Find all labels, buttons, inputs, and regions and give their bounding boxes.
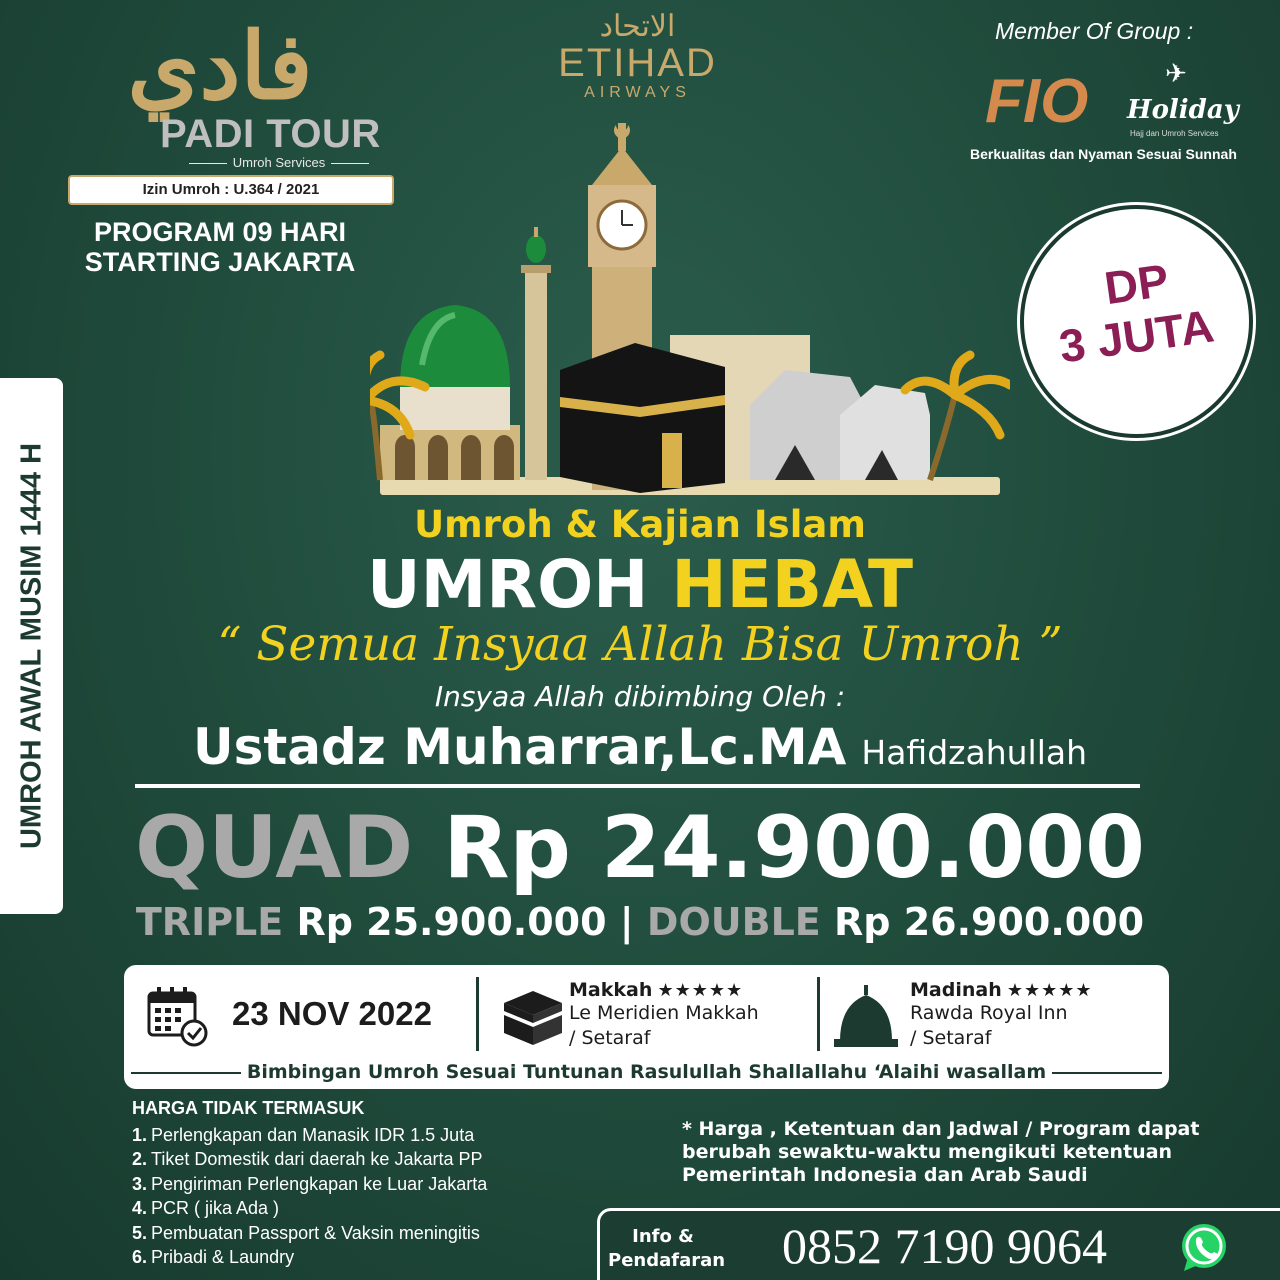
triple-value: Rp 25.900.000	[296, 900, 607, 944]
excluded-item-number: 2.	[132, 1149, 148, 1170]
dp-badge-amount: 3 JUTA	[1056, 299, 1217, 373]
excluded-item-number: 5.	[132, 1222, 148, 1243]
excluded-item-text: Pembuatan Passport & Vaksin meningitis	[151, 1222, 480, 1243]
departure-date: 23 NOV 2022	[232, 995, 432, 1032]
quad-label: QUAD	[135, 798, 414, 898]
guidance-note: Bimbingan Umroh Sesuai Tuntunan Rasulullah Shallallahu ‘Alaihi wasallam	[124, 1061, 1169, 1083]
double-label: DOUBLE	[646, 900, 821, 944]
other-prices	[0, 900, 1280, 944]
madinah-hotel-note: / Setaraf	[910, 1027, 992, 1049]
double-value: Rp 26.900.000	[834, 900, 1145, 944]
excluded-item	[132, 1245, 487, 1269]
guide-title: Hafidzahullah	[861, 733, 1087, 772]
license-badge: Izin Umroh : U.364 / 2021	[68, 175, 394, 205]
madinah-stars: ★★★★★	[1006, 980, 1093, 1001]
divider	[135, 784, 1140, 788]
side-tab-label: UMROH AWAL MUSIM 1444 H	[15, 442, 47, 850]
group-logo-name: Holiday	[1127, 95, 1239, 125]
airline-name: ETIHAD	[558, 41, 717, 85]
holy-sites-illustration	[370, 115, 1010, 500]
program-duration: PROGRAM 09 HARI	[93, 217, 347, 247]
makkah-stars: ★★★★★	[657, 980, 744, 1001]
excluded-item	[132, 1172, 487, 1196]
member-of-group-label: Member Of Group :	[995, 18, 1194, 44]
info-card	[124, 965, 1169, 1089]
contact-label-line1: Info &	[632, 1226, 694, 1247]
green-dome-illustration	[380, 305, 520, 480]
mosque-icon	[834, 985, 898, 1047]
guide-line	[135, 718, 1145, 776]
contact-box	[597, 1208, 1280, 1280]
program-text	[60, 217, 380, 277]
madinah-hotel-name: Rawda Royal Inn	[910, 1002, 1068, 1024]
makkah-city: Makkah	[569, 979, 653, 1001]
group-logo-sub: Hajj dan Umroh Services	[1130, 129, 1219, 138]
minaret-illustration	[521, 227, 551, 480]
excluded-item-text: Pribadi & Laundry	[151, 1247, 295, 1268]
excluded-item	[132, 1196, 487, 1220]
info-divider	[817, 977, 820, 1051]
excluded-list	[132, 1098, 487, 1269]
quad-value: Rp 24.900.000	[443, 798, 1145, 898]
guided-by-label: Insyaa Allah dibimbing Oleh :	[434, 680, 846, 713]
excluded-item-number: 3.	[132, 1173, 148, 1194]
makkah-hotel-name: Le Meridien Makkah	[569, 1002, 759, 1024]
excluded-item-text: Perlengkapan dan Manasik IDR 1.5 Juta	[151, 1125, 475, 1145]
excluded-item-number: 1.	[132, 1125, 148, 1145]
headline-title-yellow: HEBAT	[671, 546, 914, 623]
airline-logo	[525, 9, 750, 102]
excluded-item-text: Tiket Domestik dari daerah ke Jakarta PP	[151, 1149, 483, 1170]
contact-label-line2: Pendafaran	[608, 1250, 726, 1271]
excluded-items	[132, 1123, 487, 1269]
makkah-hotel-note: / Setaraf	[569, 1027, 651, 1049]
whatsapp-icon[interactable]	[1176, 1219, 1232, 1275]
group-logo-mark: FIO	[985, 67, 1089, 136]
contact-label	[608, 1225, 726, 1273]
brand-name: PADI TOUR	[160, 112, 381, 156]
excluded-title: HARGA TIDAK TERMASUK	[132, 1098, 365, 1118]
group-slogan: Berkualitas dan Nyaman Sesuai Sunnah	[970, 146, 1237, 162]
madinah-city: Madinah	[910, 979, 1002, 1001]
excluded-item	[132, 1123, 487, 1147]
dp-badge-label: DP	[1101, 253, 1172, 315]
kaaba-icon	[502, 989, 564, 1047]
excluded-item-number: 4.	[132, 1198, 148, 1219]
guide-name: Ustadz Muharrar,Lc.MA	[192, 718, 847, 776]
slogan: “ Semua Insyaa Allah Bisa Umroh ”	[217, 617, 1063, 672]
contact-phone[interactable]: 0852 7190 9064	[782, 1218, 1107, 1274]
brand-tagline: Umroh Services	[168, 155, 390, 170]
brand-arabic-logo: فادي	[127, 12, 313, 120]
headline-title-white: UMROH	[366, 546, 649, 623]
headline-title	[0, 545, 1280, 624]
quad-price	[0, 797, 1280, 900]
group-logo	[985, 59, 1265, 145]
hotel-makkah	[569, 979, 759, 1051]
excluded-item	[132, 1221, 487, 1245]
excluded-item-number: 6.	[132, 1247, 148, 1268]
disclaimer: * Harga , Ketentuan dan Jadwal / Program dapat berubah sewaktu-waktu mengikuti ketentuan Pemerintah Indonesia dan Arab Saudi	[682, 1118, 1200, 1186]
airline-sub: AIRWAYS	[584, 84, 691, 101]
plane-icon: ✈	[1165, 59, 1187, 89]
dp-badge	[1020, 205, 1253, 438]
kaaba-illustration	[560, 343, 725, 493]
price-separator: |	[619, 900, 634, 944]
excluded-item-text: Pengiriman Perlengkapan ke Luar Jakarta	[151, 1173, 488, 1194]
hotel-madinah	[910, 979, 1093, 1051]
calendar-icon	[146, 985, 208, 1047]
program-departure: STARTING JAKARTA	[84, 247, 356, 277]
excluded-item	[132, 1147, 487, 1171]
excluded-item-text: PCR ( jika Ada )	[151, 1198, 280, 1219]
triple-label: TRIPLE	[135, 900, 284, 944]
headline-subtitle: Umroh & Kajian Islam	[414, 503, 866, 546]
airline-arabic: الاتحاد	[599, 9, 676, 44]
info-divider	[476, 977, 479, 1051]
